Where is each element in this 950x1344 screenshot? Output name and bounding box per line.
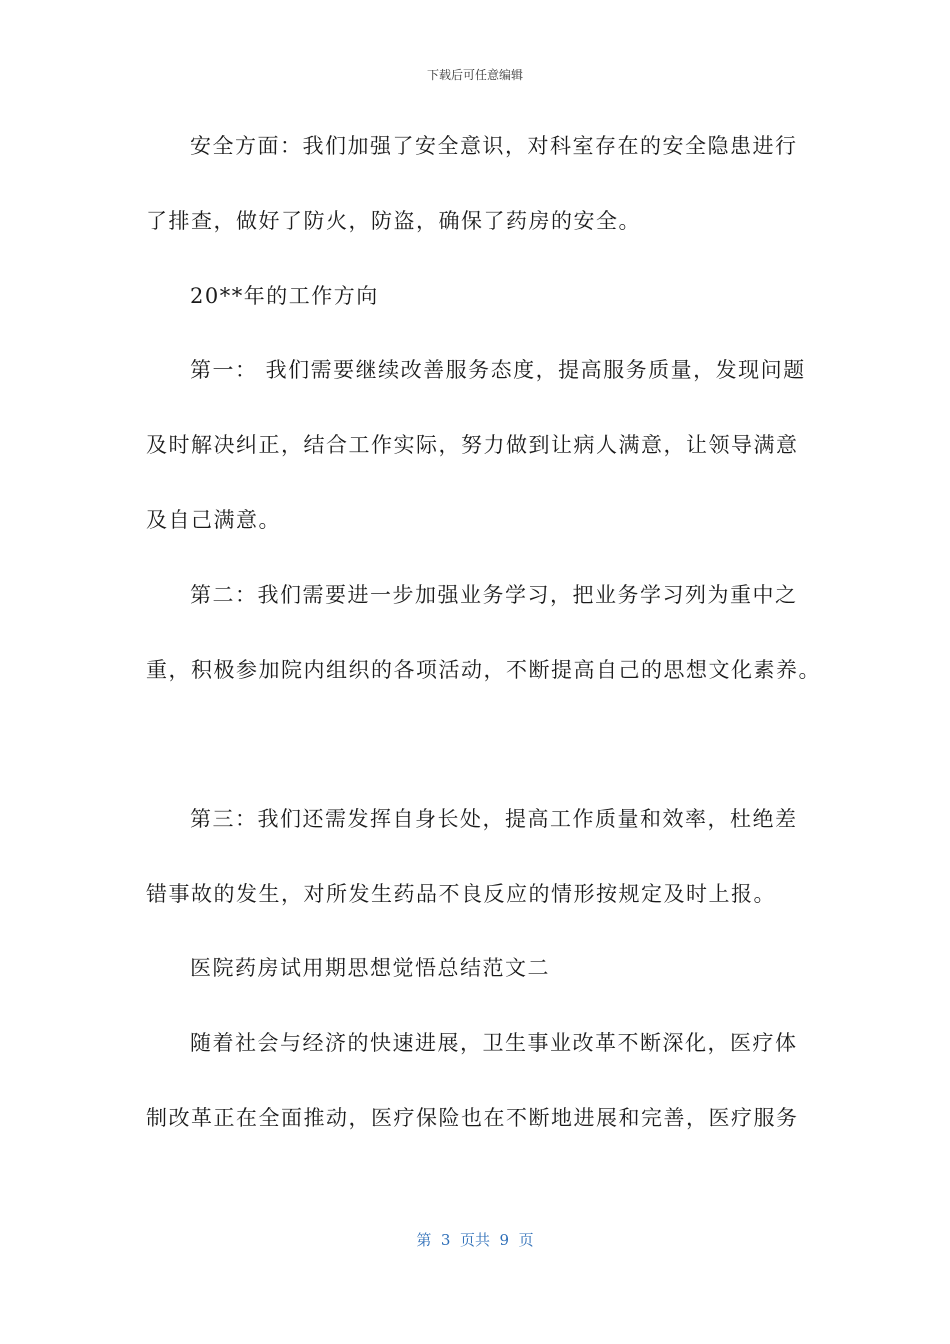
page-footer: 第 3 页共 9 页 [416, 1231, 534, 1249]
paragraph-line: 错事故的发生，对所发生药品不良反应的情形按规定及时上报。 [146, 882, 776, 906]
paragraph-line: 重，积极参加院内组织的各项活动，不断提高自己的思想文化素养。 [146, 658, 821, 682]
page-header: 下载后可任意编辑 [426, 68, 523, 82]
paragraph-line: 制改革正在全面推动，医疗保险也在不断地进展和完善，医疗服务 [146, 1106, 799, 1130]
paragraph-line: 随着社会与经济的快速进展，卫生事业改革不断深化，医疗体 [190, 1031, 798, 1055]
paragraph-line: 了排查，做好了防火，防盗，确保了药房的安全。 [146, 209, 641, 233]
section-heading: 医院药房试用期思想觉悟总结范文二 [190, 956, 550, 980]
paragraph-line: 及自己满意。 [146, 508, 281, 532]
paragraph-line: 第二：我们需要进一步加强业务学习，把业务学习列为重中之 [190, 583, 798, 607]
paragraph-line: 及时解决纠正，结合工作实际，努力做到让病人满意，让领导满意 [146, 433, 799, 457]
paragraph-line: 第三：我们还需发挥自身长处，提高工作质量和效率，杜绝差 [190, 807, 798, 831]
section-heading: 20**年的工作方向 [190, 284, 379, 308]
paragraph-line: 第一： 我们需要继续改善服务态度，提高服务质量，发现问题 [190, 358, 806, 382]
paragraph-line: 安全方面：我们加强了安全意识，对科室存在的安全隐患进行 [190, 134, 798, 158]
